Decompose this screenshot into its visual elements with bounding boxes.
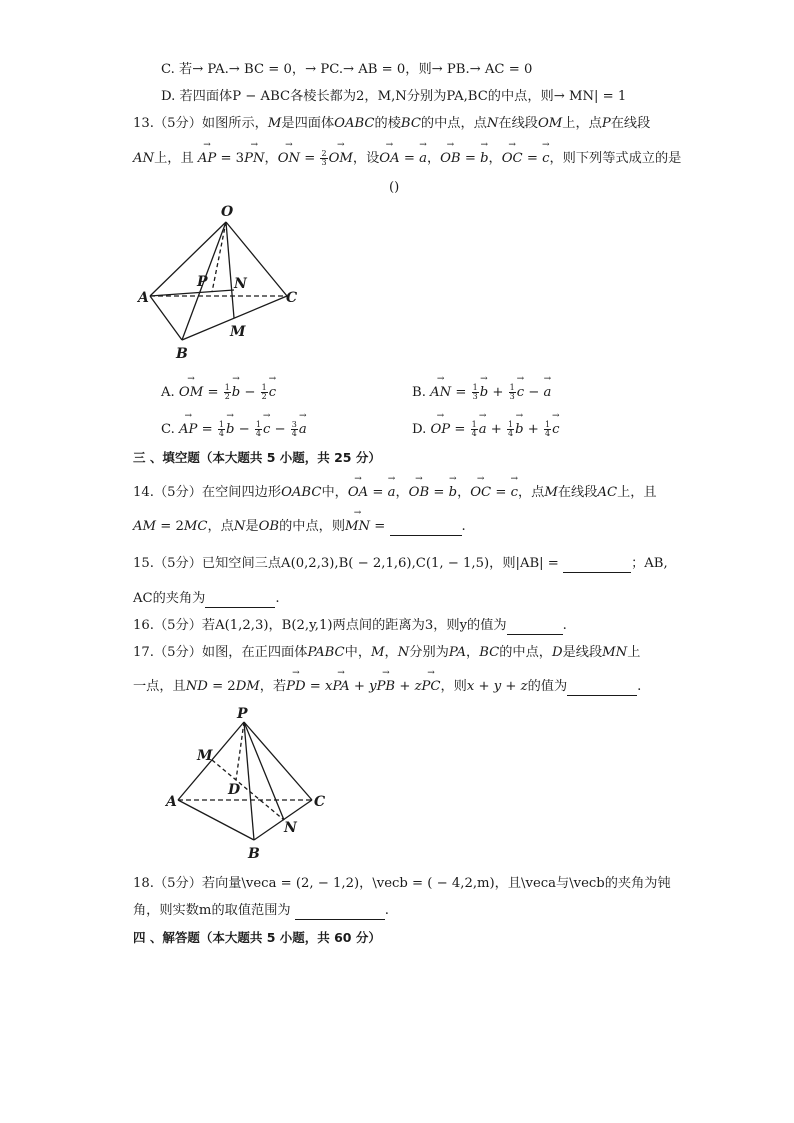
q13-line2-b: ，设 [352, 151, 380, 166]
q14-t3: 在线段 [557, 485, 598, 500]
q16-text: 16.（5分）若A(1,2,3)，B(2,y,1)两点间的距离为3，则y的值为 [133, 618, 507, 633]
q13-option-d: D. → OP = $\frac{1}{4}$ → a + $\frac{1}{4}$ → b + $\frac{1}{4}$ → c [412, 421, 560, 439]
q18-line2-text: 角，则实数m的取值范围为 [133, 903, 291, 918]
q13-label-o: O [221, 204, 234, 220]
q13-text6: 在线段 [610, 116, 651, 131]
q12-option-d: D. 若四面体P − ABC各棱长都为2，M,N分别为PA,BC的中点，则→ MN| = 1 [161, 89, 627, 104]
q13-line2: AN上，且 → AP = 3→ PN，→ ON = $\frac{2}{3}$ → OM，设→ OA = → a，→ OB = → b，→ OC = → c，则下列等式成立的是 [133, 150, 681, 168]
q14-end: . [461, 519, 466, 534]
q13-option-a: A. → OM = $\frac{1}{2}$ → b − $\frac{1}{2}$ → c [161, 384, 276, 402]
q13-option-d-label: D. [412, 422, 427, 437]
q14-l2-b: 是 [245, 519, 259, 534]
q14-l2-c: 的中点，则 [279, 519, 346, 534]
q17-t4: 是线段 [562, 645, 603, 660]
q17-l2-c: ，则 [440, 679, 467, 694]
q17-label-n: N [284, 820, 297, 836]
q13-answer-paren: () [389, 180, 400, 195]
q13-label-c: C [286, 290, 298, 306]
q13-label-n: N [234, 276, 247, 292]
q13-text3: 的中点，点 [420, 116, 487, 131]
q13-text1: 是四面体 [281, 116, 335, 131]
q17-t2: 分别为 [409, 645, 449, 660]
q17-label-b: B [248, 846, 260, 862]
section-3-title: 三 、填空题（本大题共 5 小题，共 25 分） [133, 450, 381, 465]
q17-label-d: D [228, 782, 241, 798]
q17-label-a: A [166, 794, 177, 810]
q13-tetrahedron-figure [130, 198, 310, 368]
q15-line2 [133, 590, 280, 608]
q13-line2-a: 上，且 [154, 151, 194, 166]
q14-prefix: 14.（5分）在空间四边形 [133, 485, 282, 500]
q17-t3: 的中点， [499, 645, 552, 660]
q13-line2-c: ，则下列等式成立的是 [549, 151, 682, 166]
q18-answer-blank[interactable] [295, 905, 385, 920]
q17-label-c: C [314, 794, 326, 810]
q13-label-m: M [230, 324, 246, 340]
q17-prefix: 17.（5分）如图，在正四面体 [133, 645, 308, 660]
q15-line1 [133, 555, 668, 573]
q15-semi: ；AB, [631, 556, 668, 571]
q14-t1: 中， [321, 485, 348, 500]
q15-answer-blank-1[interactable] [563, 558, 631, 573]
q17-t5: 上 [627, 645, 641, 660]
q13-option-c-label: C. [161, 422, 175, 437]
q17-line1: 17.（5分）如图，在正四面体PABC中，M，N分别为PA，BC的中点，D是线段MN上 [133, 645, 641, 660]
q14-t4: 上，且 [617, 485, 657, 500]
q13-option-a-label: A. [161, 385, 175, 400]
q17-label-p: P [237, 706, 248, 722]
q15-text: 15.（5分）已知空间三点A(0,2,3),B( − 2,1,6),C(1, − 1,5)，则|AB| = [133, 556, 559, 571]
q17-l2-b: ，若 [259, 679, 287, 694]
q17-answer-blank[interactable] [567, 681, 637, 696]
q13-text4: 在线段 [498, 116, 538, 131]
q13-option-b: B. → AN = $\frac{1}{3}$ → b + $\frac{1}{3}$ → c − → a [412, 384, 551, 402]
q13-line1: 13.（5分）如图所示，M是四面体OABC的棱BC的中点，点N在线段OM上，点P在线段 [133, 116, 651, 131]
q15-line2-text: AC的夹角为 [133, 591, 206, 606]
q14-answer-blank[interactable] [390, 521, 462, 536]
q13-option-c: C. → AP = $\frac{1}{4}$ → b − $\frac{1}{4}$ → c − $\frac{3}{4}$ → a [161, 421, 307, 439]
q13-label-p: P [197, 274, 208, 290]
q16-answer-blank[interactable] [507, 620, 563, 635]
q15-answer-blank-2[interactable] [205, 593, 275, 608]
q17-line2: 一点，且ND = 2DM，若→ PD = x→ PA + y→ PB + z→ PC，则x + y + z的值为 . [133, 678, 641, 696]
q13-prefix: 13.（5分）如图所示， [133, 116, 268, 131]
q17-l2-a: 一点，且 [133, 679, 186, 694]
q13-label-b: B [176, 346, 188, 362]
q12-option-c: C. 若→ PA.→ BC = 0，→ PC.→ AB = 0，则→ PB.→ AC = 0 [161, 62, 533, 77]
q13-text2: 的棱 [374, 116, 401, 131]
q18-line1: 18.（5分）若向量\veca = (2, − 1,2)，\vecb = ( − 4,2,m)，且\veca与\vecb的夹角为钝 [133, 876, 671, 891]
q14-line1: 14.（5分）在空间四边形OABC中，→ OA = → a，→ OB = → b，→ OC = → c，点M在线段AC上，且 [133, 484, 657, 502]
q16-line [133, 617, 567, 635]
q18-line2 [133, 902, 389, 920]
q13-option-b-label: B. [412, 385, 426, 400]
q14-l2-a: ，点 [207, 519, 234, 534]
section-4-title: 四 、解答题（本大题共 5 小题，共 60 分） [133, 930, 381, 945]
q17-t1: 中， [344, 645, 372, 660]
q13-text5: 上，点 [562, 116, 602, 131]
q17-label-m: M [197, 748, 213, 764]
q14-line2: AM = 2MC，点N是OB的中点，则→ MN = . [133, 518, 466, 536]
q16-end: . [562, 618, 567, 633]
q18-end: . [384, 903, 389, 918]
q17-l2-d: 的值为 [527, 679, 568, 694]
q13-label-a: A [138, 290, 149, 306]
q17-end: . [637, 679, 642, 694]
q17-tetrahedron-figure [160, 704, 340, 864]
q14-t2: ，点 [517, 485, 545, 500]
q15-end: . [275, 591, 280, 606]
